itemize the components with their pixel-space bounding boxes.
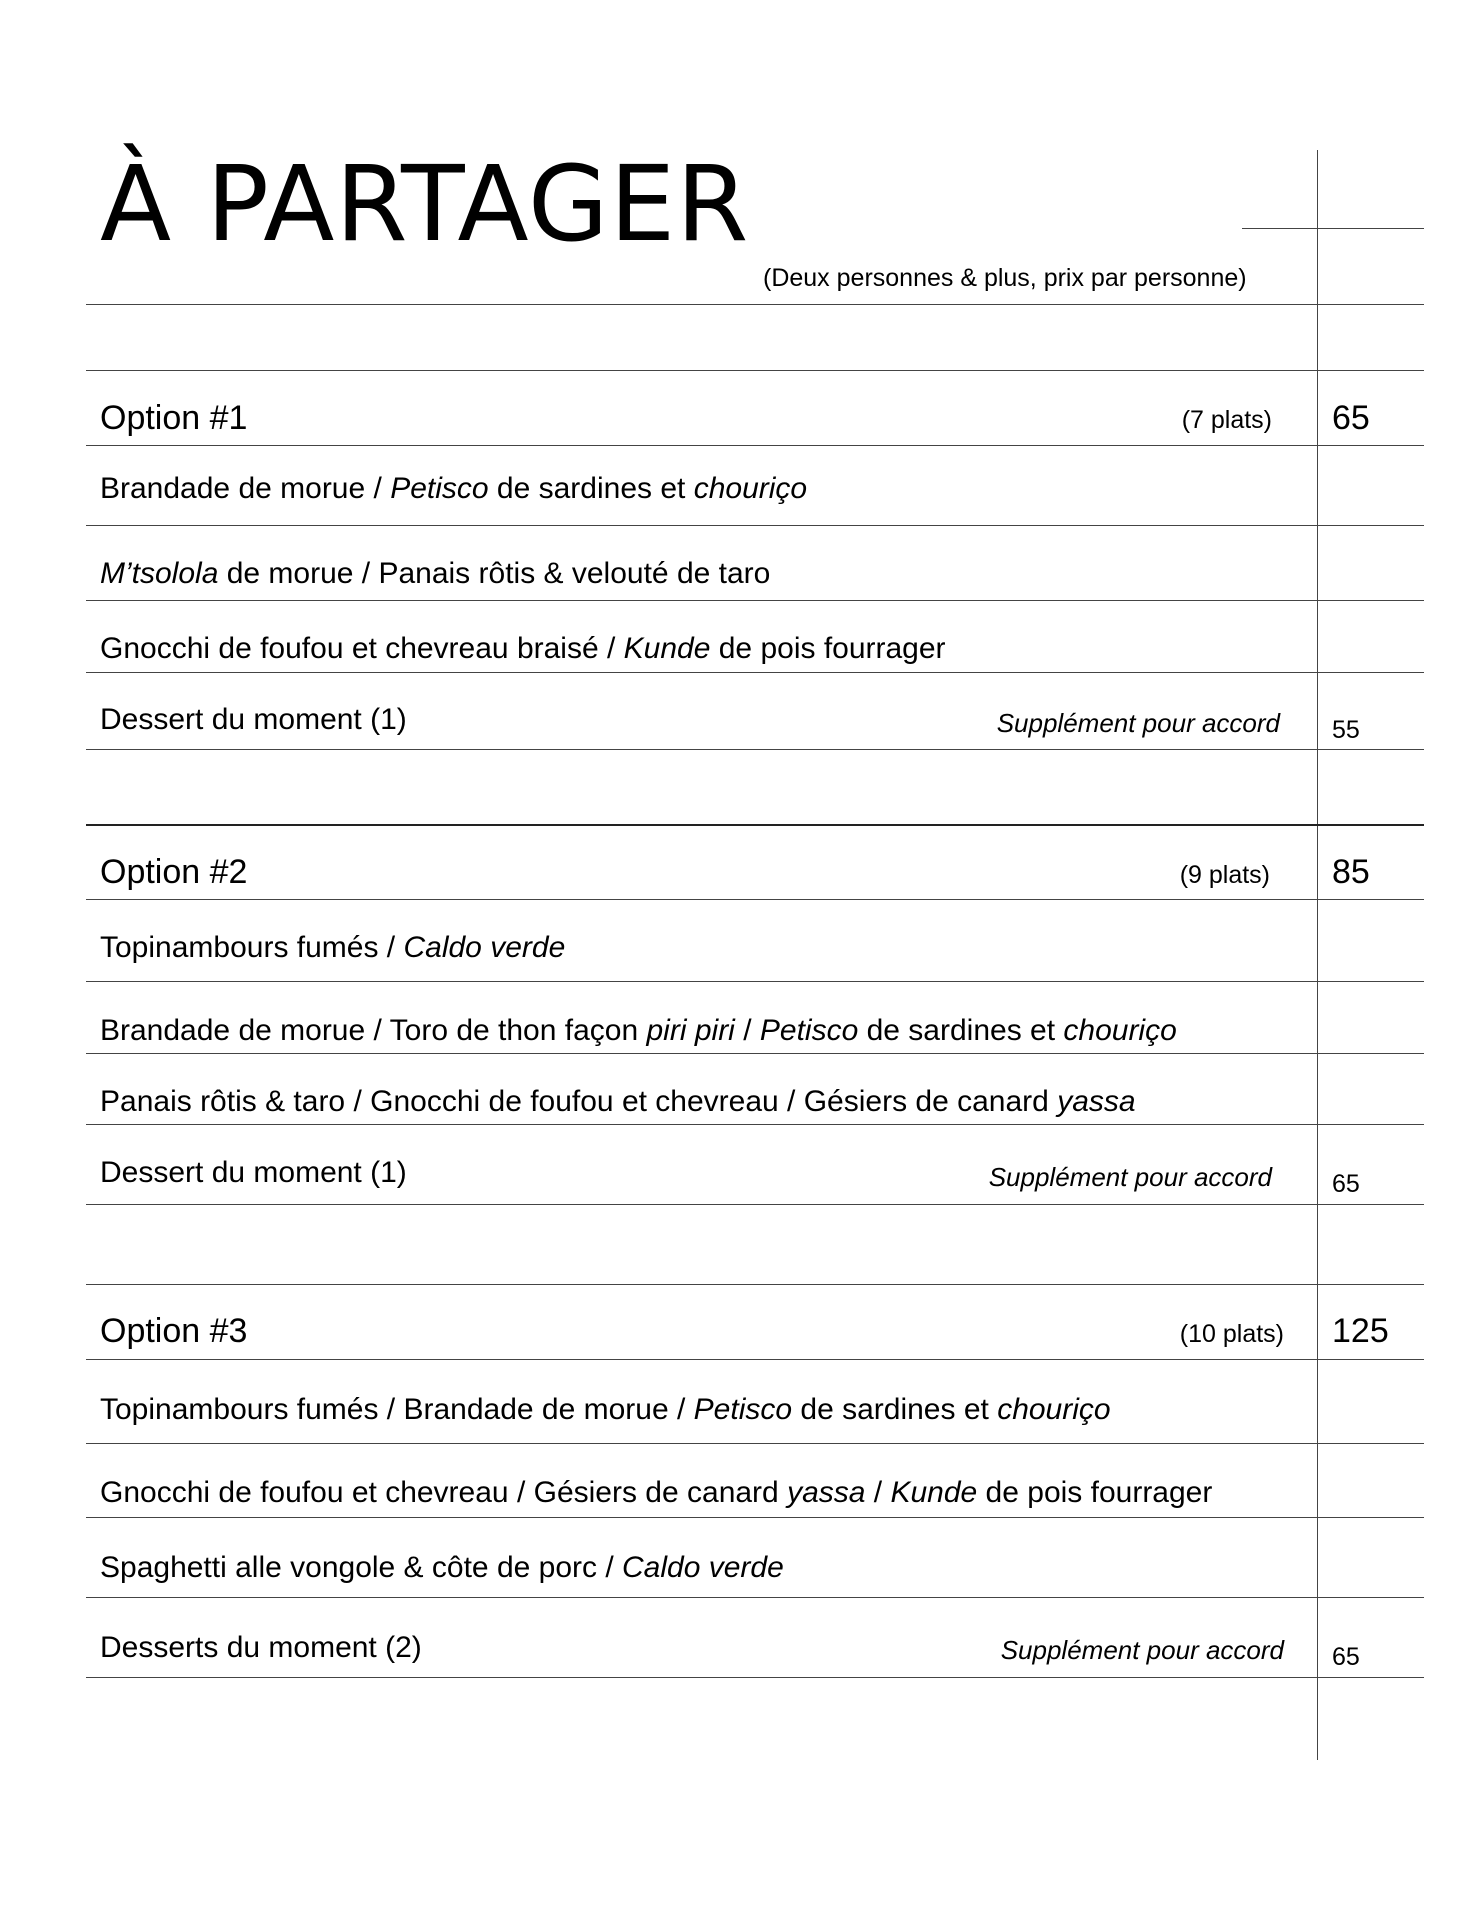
item-text-italic: Caldo verde [403,931,566,964]
item-text-italic: Petisco [390,472,489,505]
section-rule [86,370,1424,371]
pairing-supplement-price: 65 [1332,1170,1360,1198]
menu-item [100,472,807,506]
menu-item [100,1156,407,1190]
menu-item [100,1631,422,1665]
row-rule [86,1053,1424,1054]
row-rule [86,1443,1424,1444]
item-text-italic: yassa [1057,1085,1136,1118]
option-title: Option #1 [100,399,248,437]
option-dish-count: (9 plats) [1179,861,1270,889]
menu-item [100,931,565,965]
menu-item [100,703,407,737]
row-rule [86,749,1424,750]
row-rule [86,1124,1424,1125]
header-rule [86,304,1424,305]
pairing-supplement-label: Supplément pour accord [996,708,1280,738]
menu-item [100,632,946,666]
item-text-italic: Caldo verde [622,1551,784,1584]
item-text-italic: Petisco [693,1393,793,1426]
item-text: / [865,1476,891,1509]
option-title: Option #2 [100,853,248,891]
row-rule [86,445,1424,446]
item-text-italic: yassa [787,1476,866,1509]
option-title: Option #3 [100,1312,248,1350]
pairing-supplement-price: 55 [1332,716,1360,744]
top-right-rule [1242,228,1424,229]
item-text: Topinambours fumés / Brandade de morue / [100,1393,694,1426]
pairing-supplement-label: Supplément pour accord [988,1162,1272,1192]
item-text-italic: Kunde [623,632,711,665]
item-text: / [734,1014,760,1047]
item-text: Topinambours fumés / [100,931,404,964]
item-text-italic: M’tsolola [100,557,219,590]
item-text: de pois fourrager [977,1476,1213,1509]
pairing-supplement-price: 65 [1332,1643,1360,1671]
page-title: À PARTAGER [100,143,750,265]
section-rule [86,1284,1424,1285]
menu-item [100,1085,1136,1119]
item-text: de sardines et [792,1393,998,1426]
item-text: Brandade de morue / [100,472,391,505]
section-rule [86,824,1424,826]
page-subtitle: (Deux personnes & plus, prix par personne) [763,264,1247,292]
row-rule [86,899,1424,900]
menu-item [100,1551,784,1585]
item-text-italic: chouriço [1063,1014,1177,1047]
menu-item [100,1014,1177,1048]
item-text: Panais rôtis & taro / Gnocchi de foufou et chevreau / Gésiers de canard [100,1085,1058,1118]
row-rule [86,1597,1424,1598]
row-rule [86,981,1424,982]
option-price: 85 [1332,853,1370,891]
price-column-divider [1317,150,1318,1760]
menu-item [100,1476,1212,1510]
item-text-italic: Kunde [890,1476,978,1509]
item-text: Desserts du moment (2) [100,1631,422,1664]
row-rule [86,1517,1424,1518]
option-dish-count: (7 plats) [1181,406,1272,434]
row-rule [86,1359,1424,1360]
row-rule [86,600,1424,601]
item-text: Spaghetti alle vongole & côte de porc / [100,1551,623,1584]
item-text: de sardines et [858,1014,1064,1047]
row-rule [86,1204,1424,1205]
menu-item [100,1393,1111,1427]
pairing-supplement-label: Supplément pour accord [1000,1635,1284,1665]
item-text: de morue / Panais rôtis & velouté de taro [218,557,771,590]
item-text-italic: chouriço [997,1393,1111,1426]
row-rule [86,1677,1424,1678]
item-text-italic: chouriço [693,472,808,505]
option-dish-count: (10 plats) [1179,1320,1284,1348]
item-text: Brandade de morue / Toro de thon façon [100,1014,647,1047]
item-text-italic: Petisco [759,1014,859,1047]
item-text: de pois fourrager [710,632,946,665]
item-text: Gnocchi de foufou et chevreau / Gésiers de canard [100,1476,788,1509]
item-text: Dessert du moment (1) [100,703,407,736]
row-rule [86,525,1424,526]
row-rule [86,672,1424,673]
item-text: Dessert du moment (1) [100,1156,407,1189]
item-text-italic: piri piri [646,1014,735,1047]
item-text: Gnocchi de foufou et chevreau braisé / [100,632,624,665]
option-price: 125 [1332,1312,1389,1350]
menu-item [100,557,770,591]
item-text: de sardines et [488,472,694,505]
option-price: 65 [1332,399,1370,437]
